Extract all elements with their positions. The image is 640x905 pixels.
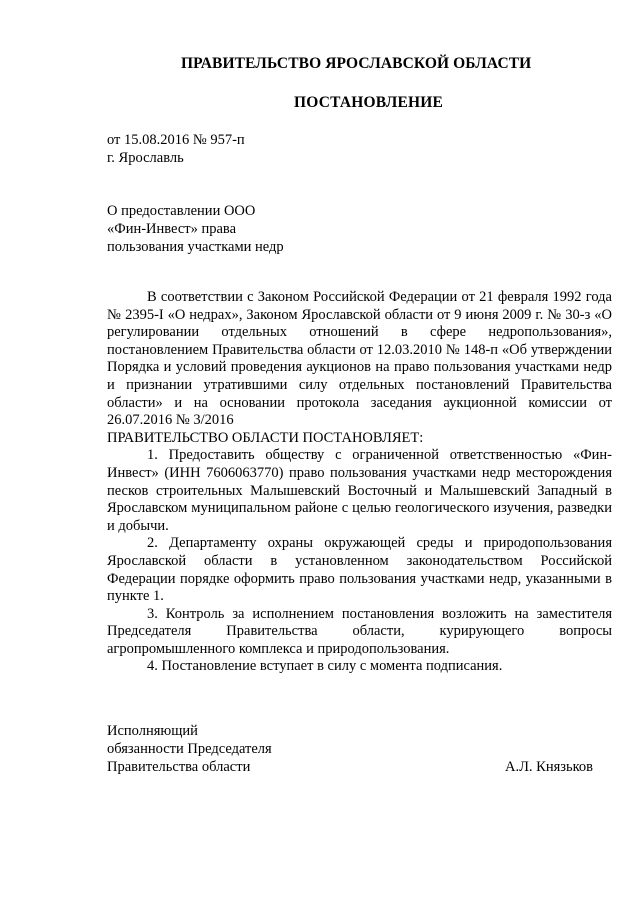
- document-meta: [107, 131, 245, 167]
- document-subject: [107, 202, 284, 256]
- signature-position-line: обязанности Председателя: [107, 741, 272, 757]
- signature-row: [107, 758, 593, 776]
- date-number: от 15.08.2016 № 957-п: [107, 132, 245, 148]
- subject-line: пользования участками недр: [107, 239, 284, 255]
- document-body: [107, 289, 612, 676]
- organization-title: ПРАВИТЕЛЬСТВО ЯРОСЛАВСКОЙ ОБЛАСТИ: [181, 55, 532, 72]
- resolution-item: 1. Предоставить обществу с ограниченной ответственностью «Фин-Инвест» (ИНН 7606063770) право пользования участками недр месторождения песков строительных Малышевский Восточный и Малышевский Западный в Ярославском муниципальном районе с целью геологического изучения, разведки и добычи.: [107, 447, 612, 534]
- signature-block: [107, 722, 593, 776]
- subject-line: О предоставлении ООО: [107, 203, 256, 219]
- resolves-heading: ПРАВИТЕЛЬСТВО ОБЛАСТИ ПОСТАНОВЛЯЕТ:: [107, 429, 424, 446]
- signatory-name: А.Л. Князьков: [504, 759, 593, 775]
- resolution-item: 4. Постановление вступает в силу с момента подписания.: [147, 658, 503, 675]
- resolution-item: 2. Департаменту охраны окружающей среды и природопользования Ярославской области в установленном законодательством Российской Федерации порядке оформить право пользования участками недр, указанными в пункте 1.: [107, 535, 612, 605]
- document-type-title: ПОСТАНОВЛЕНИЕ: [294, 94, 444, 111]
- signature-position-line: Правительства области: [107, 759, 251, 775]
- signature-position-line: Исполняющий: [107, 723, 198, 739]
- city: г. Ярославль: [107, 150, 184, 166]
- resolution-item: 3. Контроль за исполнением постановления возложить на заместителя Председателя Правительства области, курирующего вопросы агропромышленного комплекса и природопользования.: [107, 605, 612, 657]
- subject-line: «Фин-Инвест» права: [107, 221, 237, 237]
- preamble-paragraph: В соответствии с Законом Российской Федерации от 21 февраля 1992 года № 2395-I «О недрах», Законом Ярославской области от 9 июня 2009 г. № 30-з «О регулировании отдельных отношений в сфере недропользования», постановлением Правительства области от 12.03.2010 № 148-п «Об утверждении Порядка и условий проведения аукционов на право пользования участками недр и признании утратившими силу отдельных постановлений Правительства области» и на основании протокола заседания аукционной комиссии от 26.07.2016 № 3/2016: [107, 289, 612, 429]
